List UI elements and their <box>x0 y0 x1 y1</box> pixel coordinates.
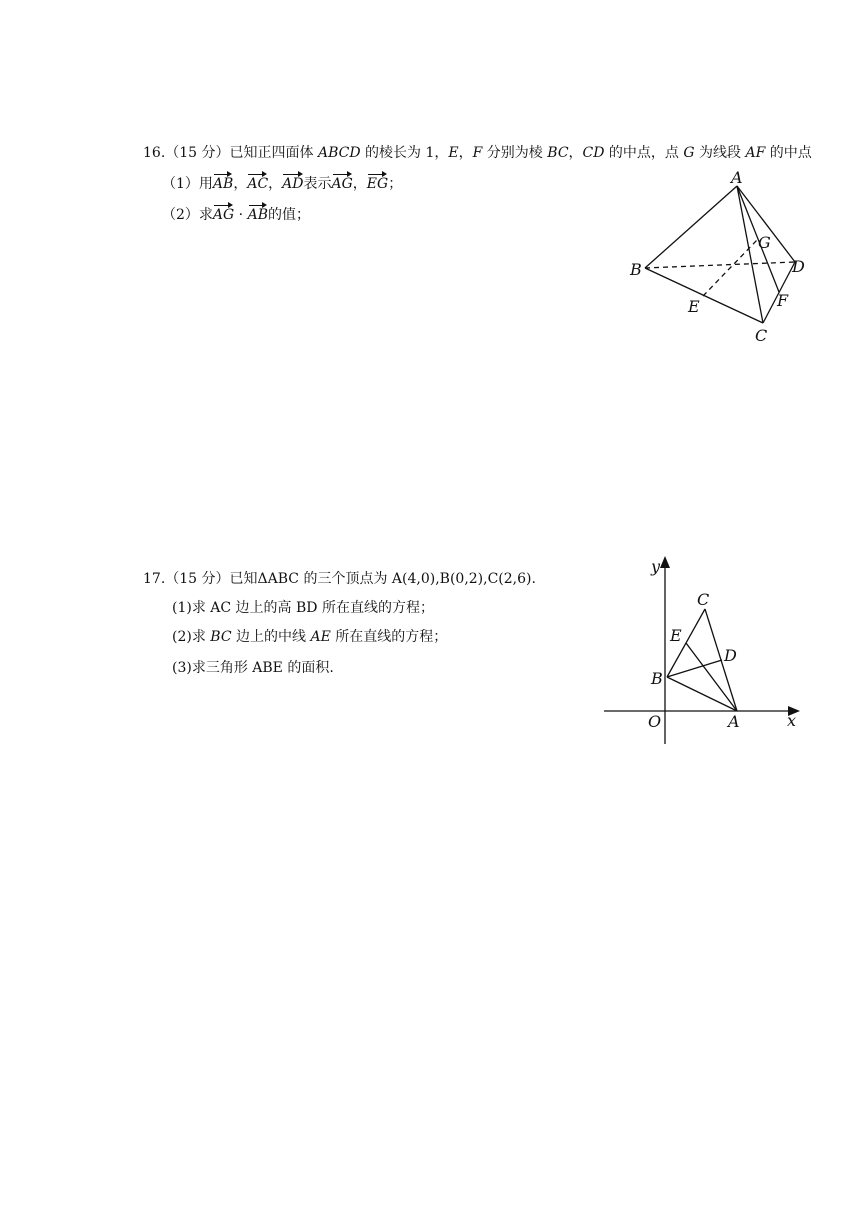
vector-ab: AB <box>248 204 268 224</box>
question-17-part-1: (1)求 AC 边上的高 BD 所在直线的方程； <box>172 600 434 616</box>
q16-stem-text: 16.（15 分）已知正四面体 <box>143 145 318 161</box>
q17-p2-text: 所在直线的方程； <box>330 629 448 645</box>
label-d: D <box>724 646 737 665</box>
q16-p1-text: ， <box>233 176 248 192</box>
segment-eg-hidden <box>703 239 758 296</box>
q16-edge-cd: CD <box>582 145 605 161</box>
q16-p2-text: 的值； <box>267 207 310 223</box>
q16-stem-text: 为线段 <box>694 145 746 161</box>
q16-stem-text: 的中点，点 <box>604 145 684 161</box>
label-x-axis: x <box>787 711 797 730</box>
question-16-stem <box>143 144 812 162</box>
question-17-part-2 <box>172 628 447 646</box>
q16-stem-text: 的中点 <box>765 145 812 161</box>
q16-point-f: F <box>472 145 483 161</box>
q16-tetrahedron-name: ABCD <box>317 145 361 161</box>
q16-p1-text: ， <box>268 176 283 192</box>
label-e: E <box>670 626 682 645</box>
q16-point-g: G <box>683 145 695 161</box>
vector-ad: AD <box>282 173 303 193</box>
dot-product-operator: · <box>234 207 248 223</box>
label-b: B <box>651 669 663 688</box>
q16-segment-af: AF <box>745 145 766 161</box>
question-16-part-1 <box>162 173 402 193</box>
q16-p2-text: （2）求 <box>162 207 213 223</box>
q16-p1-text: ； <box>388 176 403 192</box>
label-a: A <box>731 168 743 187</box>
question-17-stem: 17.（15 分）已知ΔABC 的三个顶点为 A(4,0),B(0,2),C(2,6). <box>143 571 536 587</box>
q16-p1-text: 表示 <box>303 176 332 192</box>
coordinate-triangle-figure <box>598 552 808 748</box>
label-c: C <box>697 590 710 609</box>
q17-median-ae: AE <box>310 629 331 645</box>
vector-ac: AC <box>247 173 268 193</box>
vector-eg: EG <box>367 173 388 193</box>
y-axis-arrow <box>660 556 670 568</box>
label-y-axis: y <box>651 557 661 576</box>
question-16-part-2 <box>162 204 310 224</box>
q16-p1-text: ， <box>352 176 367 192</box>
label-g: G <box>758 233 771 252</box>
edge-ab <box>645 186 737 268</box>
edge-ac <box>737 186 763 323</box>
q16-stem-text: 分别为棱 <box>482 145 548 161</box>
vector-ag: AG <box>332 173 353 193</box>
q17-p2-text: 边上的中线 <box>231 629 311 645</box>
label-e: E <box>688 297 700 316</box>
q16-p1-text: （1）用 <box>162 176 213 192</box>
q16-stem-text: 的棱长为 1， <box>360 145 449 161</box>
label-f: F <box>777 291 789 310</box>
q16-stem-text: ， <box>458 145 473 161</box>
question-17-part-3: (3)求三角形 ABE 的面积. <box>172 660 334 676</box>
label-origin: O <box>648 712 662 731</box>
label-c: C <box>755 326 768 345</box>
label-d: D <box>792 257 805 276</box>
q16-point-e: E <box>448 145 459 161</box>
vector-ag: AG <box>213 204 234 224</box>
q17-p2-text: (2)求 <box>172 629 211 645</box>
vector-ab: AB <box>213 173 233 193</box>
q16-edge-bc: BC <box>547 145 569 161</box>
q17-side-bc: BC <box>210 629 232 645</box>
label-a: A <box>728 712 740 731</box>
label-b: B <box>630 260 642 279</box>
edge-bd-hidden <box>645 262 795 268</box>
q16-stem-text: ， <box>568 145 583 161</box>
side-ab <box>667 677 737 711</box>
tetrahedron-figure <box>620 165 815 350</box>
